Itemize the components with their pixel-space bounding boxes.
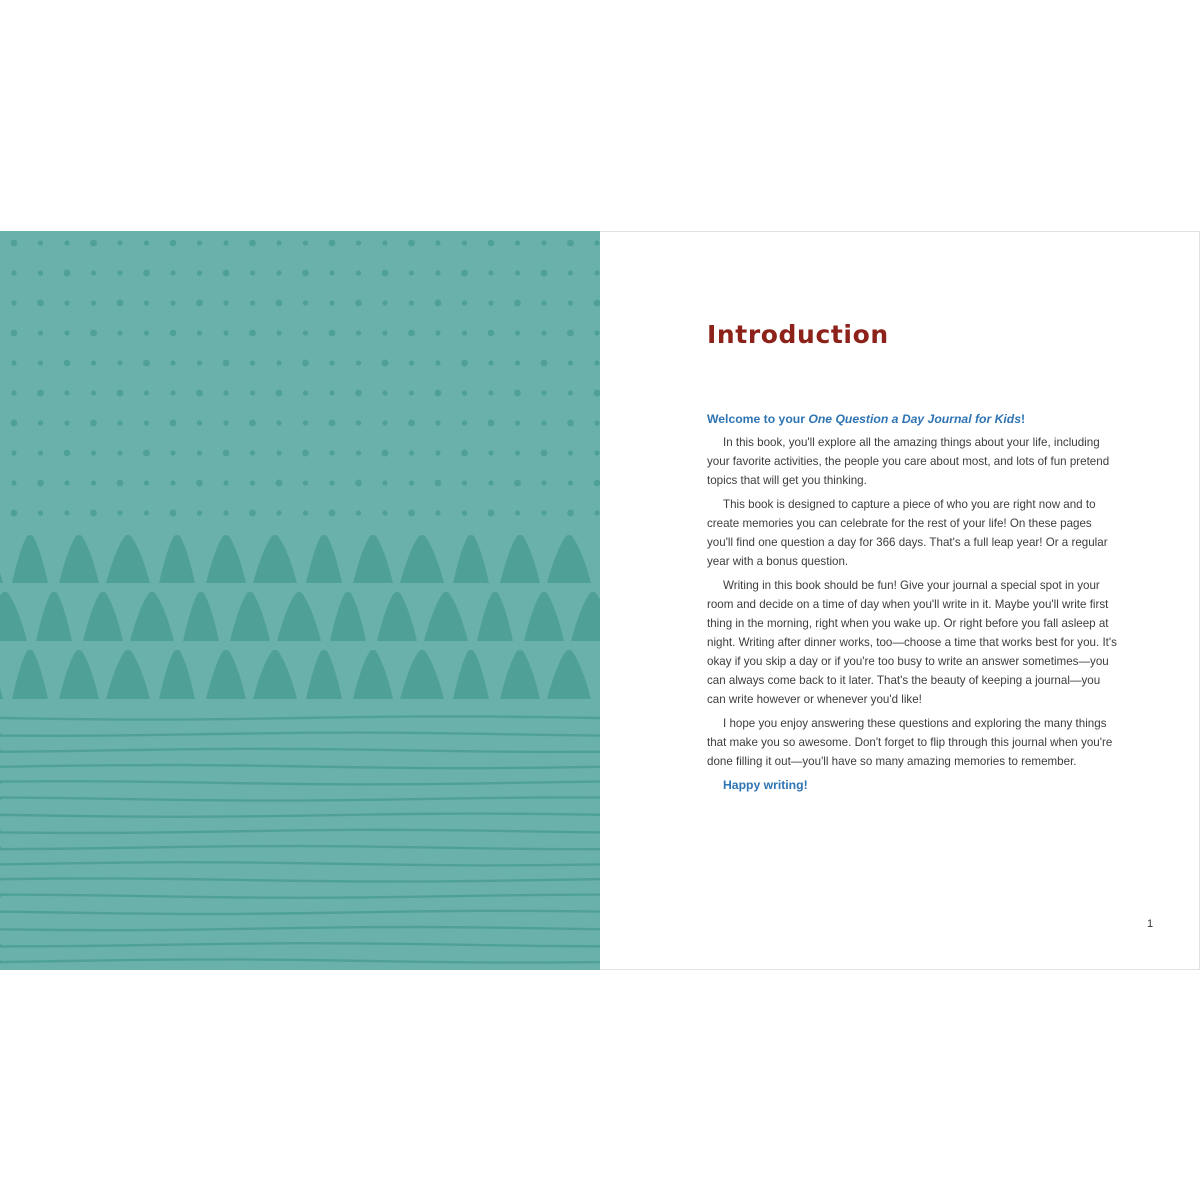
pattern-dot bbox=[488, 330, 495, 337]
pattern-dot bbox=[249, 510, 256, 517]
pattern-dot bbox=[488, 390, 493, 395]
pattern-dot bbox=[38, 270, 43, 275]
pattern-dot bbox=[117, 240, 122, 245]
pattern-dot bbox=[250, 390, 255, 395]
pattern-dot bbox=[117, 390, 124, 397]
pattern-dot bbox=[144, 330, 149, 335]
pattern-dot bbox=[90, 420, 97, 427]
pattern-dot bbox=[488, 270, 493, 275]
pattern-dot bbox=[435, 420, 440, 425]
pattern-dot bbox=[117, 450, 122, 455]
pattern-dot bbox=[515, 510, 520, 515]
pattern-dot bbox=[249, 420, 256, 427]
introduction-page bbox=[600, 231, 1200, 970]
pattern-dot bbox=[329, 420, 336, 427]
pattern-dot bbox=[382, 360, 389, 367]
pattern-dot bbox=[91, 390, 96, 395]
pattern-dot bbox=[144, 480, 149, 485]
pattern-dot bbox=[197, 330, 202, 335]
pattern-dot bbox=[594, 510, 599, 515]
pattern-dot bbox=[382, 450, 389, 457]
teal-pattern-illustration bbox=[0, 231, 600, 970]
pattern-dot bbox=[409, 270, 414, 275]
pattern-dot bbox=[38, 510, 43, 515]
pattern-dot bbox=[64, 390, 69, 395]
pattern-dot bbox=[170, 420, 177, 427]
pattern-dot bbox=[64, 450, 71, 457]
pattern-dot bbox=[435, 390, 442, 397]
pattern-dot bbox=[223, 360, 230, 367]
pattern-dot bbox=[117, 360, 122, 365]
pattern-dot bbox=[250, 450, 255, 455]
body-paragraph: I hope you enjoy answering these questions and exploring the many things that make you so awesome. Don't forget to flip through this journal when you're done filling it out—you'll have so many amazing memories to remember. bbox=[707, 717, 1113, 768]
pattern-dot bbox=[541, 510, 546, 515]
pattern-dot bbox=[435, 480, 442, 487]
pattern-dot bbox=[197, 240, 202, 245]
pattern-dot bbox=[382, 300, 387, 305]
pattern-dot bbox=[408, 330, 415, 337]
pattern-dot bbox=[64, 360, 71, 367]
pattern-dot bbox=[515, 360, 520, 365]
pattern-dot bbox=[197, 270, 202, 275]
pattern-dot bbox=[303, 420, 308, 425]
pattern-dot bbox=[435, 240, 440, 245]
pattern-dot bbox=[408, 240, 415, 247]
pattern-dot bbox=[11, 270, 16, 275]
pattern-dot bbox=[567, 330, 574, 337]
pattern-dot bbox=[382, 270, 389, 277]
intro-body bbox=[707, 410, 1119, 800]
pattern-dot bbox=[355, 390, 362, 397]
welcome-prefix: Welcome to your bbox=[707, 412, 809, 426]
pattern-dot bbox=[461, 450, 468, 457]
pattern-dot bbox=[488, 360, 493, 365]
pattern-dot bbox=[568, 450, 573, 455]
decorative-pattern-page bbox=[0, 231, 600, 970]
pattern-dot bbox=[461, 360, 468, 367]
pattern-dot bbox=[37, 480, 44, 487]
pattern-dot bbox=[90, 510, 97, 517]
pattern-dot bbox=[197, 360, 202, 365]
pattern-dot bbox=[461, 270, 468, 277]
pattern-dot bbox=[38, 420, 43, 425]
pattern-dot bbox=[488, 420, 495, 427]
pattern-dot bbox=[568, 480, 573, 485]
pattern-dot bbox=[223, 480, 228, 485]
pattern-dot bbox=[382, 240, 387, 245]
pattern-dot bbox=[462, 240, 467, 245]
pattern-dot bbox=[64, 270, 71, 277]
pattern-dot bbox=[223, 270, 230, 277]
pattern-dot bbox=[329, 480, 334, 485]
pattern-dot bbox=[303, 300, 308, 305]
body-paragraph: Writing in this book should be fun! Give your journal a special spot in your room and decide on a time of day when you'll write in it. Maybe you'll write first thing in the morning, right when you wake up. Or right before you fall asleep at night. Writing after dinner works, too—choose a time that works best for you. It's okay if you skip a day or if you're too busy to write an answer sometimes—you can always come back to it later. That's the beauty of keeping a journal—you can write however or whenever you'd like! bbox=[707, 579, 1117, 706]
pattern-dot bbox=[117, 510, 122, 515]
pattern-dot bbox=[568, 270, 573, 275]
pattern-dot bbox=[382, 420, 387, 425]
pattern-dot bbox=[276, 480, 283, 487]
pattern-dot bbox=[567, 510, 574, 517]
pattern-dot bbox=[409, 390, 414, 395]
pattern-dot bbox=[249, 240, 256, 247]
pattern-dot bbox=[223, 300, 228, 305]
pattern-dot bbox=[541, 330, 546, 335]
pattern-dot bbox=[409, 300, 414, 305]
pattern-dot bbox=[568, 300, 573, 305]
pattern-dot bbox=[38, 330, 43, 335]
pattern-dot bbox=[488, 240, 495, 247]
pattern-dot bbox=[276, 270, 281, 275]
pattern-dot bbox=[170, 480, 175, 485]
pattern-dot bbox=[488, 510, 495, 517]
pattern-dot bbox=[356, 240, 361, 245]
pattern-dot bbox=[462, 390, 467, 395]
pattern-dot bbox=[250, 300, 255, 305]
pattern-dot bbox=[170, 450, 175, 455]
pattern-dot bbox=[37, 390, 44, 397]
pattern-dot bbox=[11, 510, 18, 517]
pattern-dot bbox=[514, 390, 521, 397]
pattern-dot bbox=[37, 300, 44, 307]
pattern-dot bbox=[514, 480, 521, 487]
pattern-dot bbox=[356, 420, 361, 425]
pattern-dot bbox=[90, 240, 97, 247]
pattern-dot bbox=[11, 240, 18, 247]
pattern-dot bbox=[329, 270, 334, 275]
pattern-dot bbox=[143, 360, 150, 367]
body-paragraph: In this book, you'll explore all the amazing things about your life, including your favorite activities, the people you care about most, and lots of fun pretend topics that will get you thinking. bbox=[707, 436, 1110, 487]
pattern-dot bbox=[64, 300, 69, 305]
pattern-dot bbox=[382, 330, 387, 335]
pattern-dot bbox=[594, 420, 599, 425]
pattern-dot bbox=[514, 300, 521, 307]
pattern-dot bbox=[91, 300, 96, 305]
pattern-dot bbox=[64, 510, 69, 515]
pattern-dot bbox=[462, 480, 467, 485]
pattern-dot bbox=[435, 300, 442, 307]
pattern-dot bbox=[435, 450, 440, 455]
pattern-dot bbox=[462, 330, 467, 335]
pattern-dot bbox=[355, 300, 362, 307]
page-number: 1 bbox=[1147, 918, 1154, 930]
pattern-dot bbox=[568, 390, 573, 395]
pattern-dot bbox=[170, 390, 175, 395]
pattern-dot bbox=[541, 300, 546, 305]
pattern-dot bbox=[303, 240, 308, 245]
pattern-dot bbox=[302, 450, 309, 457]
pattern-dot bbox=[488, 450, 493, 455]
pattern-dot bbox=[38, 450, 43, 455]
pattern-dot bbox=[329, 390, 334, 395]
pattern-dot bbox=[329, 360, 334, 365]
pattern-dot bbox=[409, 480, 414, 485]
pattern-dot bbox=[223, 330, 228, 335]
pattern-dot bbox=[302, 270, 309, 277]
pattern-dot bbox=[435, 330, 440, 335]
pattern-dot bbox=[435, 360, 440, 365]
pattern-dot bbox=[144, 390, 149, 395]
pattern-dot bbox=[568, 360, 573, 365]
pattern-dot bbox=[541, 450, 548, 457]
pattern-dot bbox=[541, 360, 548, 367]
pattern-dot bbox=[303, 330, 308, 335]
pattern-dot bbox=[250, 270, 255, 275]
pattern-dot bbox=[382, 390, 387, 395]
pattern-dot bbox=[64, 480, 69, 485]
page-title: Introduction bbox=[707, 320, 889, 349]
pattern-dot bbox=[38, 360, 43, 365]
pattern-dot bbox=[276, 420, 281, 425]
pattern-dot bbox=[170, 510, 177, 517]
pattern-dot bbox=[435, 510, 440, 515]
pattern-dot bbox=[117, 300, 124, 307]
pattern-dot bbox=[196, 300, 203, 307]
pattern-dot bbox=[250, 480, 255, 485]
pattern-dot bbox=[541, 270, 548, 277]
pattern-dot bbox=[462, 510, 467, 515]
pattern-dot bbox=[567, 240, 574, 247]
pattern-dot bbox=[117, 330, 122, 335]
pattern-dot bbox=[223, 390, 228, 395]
pattern-dot bbox=[356, 360, 361, 365]
pattern-dot bbox=[355, 480, 362, 487]
signoff: Happy writing! bbox=[723, 778, 808, 792]
pattern-dot bbox=[462, 300, 467, 305]
pattern-dot bbox=[249, 330, 256, 337]
pattern-dot bbox=[567, 420, 574, 427]
pattern-dot bbox=[302, 360, 309, 367]
pattern-dot bbox=[303, 390, 308, 395]
welcome-suffix: ! bbox=[1021, 412, 1026, 426]
pattern-dot bbox=[144, 300, 149, 305]
pattern-dot bbox=[197, 510, 202, 515]
pattern-dot bbox=[276, 240, 281, 245]
pattern-dot bbox=[197, 420, 202, 425]
pattern-dot bbox=[382, 480, 387, 485]
pattern-dot bbox=[329, 300, 334, 305]
pattern-dot bbox=[356, 510, 361, 515]
pattern-dot bbox=[303, 480, 308, 485]
book-spread bbox=[0, 231, 1200, 970]
pattern-dot bbox=[515, 330, 520, 335]
pattern-dot bbox=[170, 240, 177, 247]
pattern-dot bbox=[329, 450, 334, 455]
pattern-dot bbox=[223, 420, 228, 425]
pattern-dot bbox=[276, 300, 283, 307]
pattern-dot bbox=[91, 450, 96, 455]
welcome-line bbox=[707, 410, 1119, 429]
pattern-dot bbox=[90, 330, 97, 337]
pattern-dot bbox=[11, 390, 16, 395]
pattern-dot bbox=[11, 360, 16, 365]
pattern-dot bbox=[329, 510, 336, 517]
pattern-dot bbox=[276, 390, 283, 397]
pattern-dot bbox=[196, 390, 203, 397]
pattern-dot bbox=[488, 480, 493, 485]
pattern-dot bbox=[250, 360, 255, 365]
pattern-dot bbox=[594, 450, 599, 455]
pattern-dot bbox=[276, 450, 281, 455]
pattern-dot bbox=[488, 300, 493, 305]
pattern-dot bbox=[409, 450, 414, 455]
pattern-dot bbox=[356, 450, 361, 455]
pattern-dot bbox=[64, 240, 69, 245]
pattern-dot bbox=[64, 420, 69, 425]
pattern-dot bbox=[594, 330, 599, 335]
pattern-dot bbox=[144, 510, 149, 515]
pattern-dot bbox=[223, 450, 230, 457]
pattern-dot bbox=[594, 270, 599, 275]
pattern-dot bbox=[117, 420, 122, 425]
pattern-dot bbox=[541, 480, 546, 485]
pattern-dot bbox=[196, 480, 203, 487]
pattern-dot bbox=[11, 420, 18, 427]
pattern-dot bbox=[223, 240, 228, 245]
pattern-dot bbox=[515, 270, 520, 275]
journal-name: One Question a Day Journal for Kids bbox=[808, 412, 1022, 426]
pattern-dot bbox=[11, 450, 16, 455]
body-paragraph: This book is designed to capture a piece of who you are right now and to create memories you can celebrate for the rest of your life! On these pages you'll find one question a day for 366 days. That's a full leap year! Or a regular year with a bonus question. bbox=[707, 498, 1108, 568]
pattern-dot bbox=[11, 300, 16, 305]
pattern-dot bbox=[541, 390, 546, 395]
pattern-dot bbox=[117, 480, 124, 487]
pattern-dot bbox=[117, 270, 122, 275]
pattern-dot bbox=[515, 420, 520, 425]
pattern-dot bbox=[276, 360, 281, 365]
pattern-dot bbox=[276, 330, 281, 335]
pattern-dot bbox=[91, 270, 96, 275]
pattern-dot bbox=[11, 330, 18, 337]
pattern-dot bbox=[594, 360, 599, 365]
pattern-dot bbox=[91, 360, 96, 365]
pattern-dot bbox=[38, 240, 43, 245]
pattern-dot bbox=[541, 420, 546, 425]
pattern-dot bbox=[594, 240, 599, 245]
pattern-dot bbox=[408, 420, 415, 427]
pattern-dot bbox=[382, 510, 387, 515]
pattern-dot bbox=[143, 450, 150, 457]
pattern-dot bbox=[64, 330, 69, 335]
pattern-dot bbox=[144, 240, 149, 245]
pattern-dot bbox=[144, 420, 149, 425]
pattern-dot bbox=[329, 240, 336, 247]
pattern-dot bbox=[515, 240, 520, 245]
pattern-dot bbox=[170, 300, 175, 305]
pattern-dot bbox=[356, 270, 361, 275]
pattern-dot bbox=[170, 360, 175, 365]
pattern-dot bbox=[303, 510, 308, 515]
pattern-dot bbox=[408, 510, 415, 517]
pattern-dot bbox=[329, 330, 336, 337]
pattern-dot bbox=[462, 420, 467, 425]
pattern-dot bbox=[143, 270, 150, 277]
pattern-dot bbox=[91, 480, 96, 485]
pattern-dot bbox=[356, 330, 361, 335]
pattern-dot bbox=[197, 450, 202, 455]
pattern-dot bbox=[515, 450, 520, 455]
pattern-dot bbox=[170, 330, 177, 337]
pattern-dot bbox=[170, 270, 175, 275]
pattern-dot bbox=[435, 270, 440, 275]
pattern-dot bbox=[223, 510, 228, 515]
pattern-dot bbox=[541, 240, 546, 245]
pattern-dot bbox=[11, 480, 16, 485]
pattern-dot bbox=[276, 510, 281, 515]
pattern-dot bbox=[409, 360, 414, 365]
